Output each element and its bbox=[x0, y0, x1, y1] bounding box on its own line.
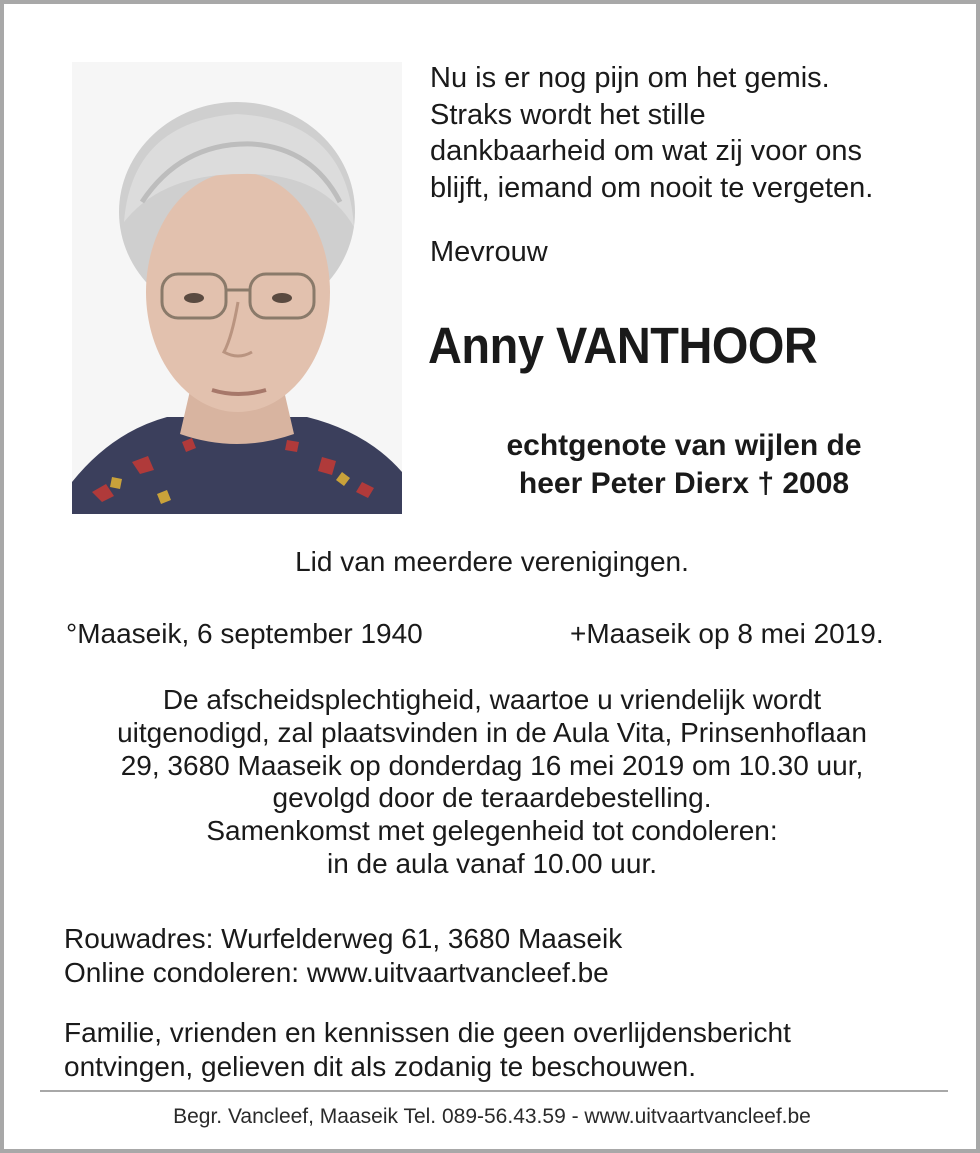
portrait-image bbox=[72, 62, 402, 514]
poem-line: dankbaarheid om wat zij voor ons bbox=[430, 135, 863, 167]
ceremony-line: De afscheidsplechtigheid, waartoe u vriendelijk wordt bbox=[162, 684, 822, 715]
poem-line: blijft, iemand om nooit te vergeten. bbox=[430, 171, 874, 204]
poem-line: Straks wordt het stille bbox=[430, 98, 706, 131]
birth-info: °Maaseik, 6 september 1940 bbox=[66, 618, 423, 649]
deceased-name: Anny VANTHOOR bbox=[428, 317, 818, 374]
poem bbox=[430, 60, 950, 206]
spouse-line: heer Peter Dierx † 2008 bbox=[518, 467, 850, 500]
spouse-info bbox=[424, 427, 944, 503]
funeral-home-footer: Begr. Vancleef, Maaseik Tel. 089-56.43.59 - www.uitvaartvancleef.be bbox=[173, 1105, 811, 1128]
notice-line: ontvingen, gelieven dit als zodanig te beschouwen. bbox=[64, 1051, 696, 1082]
ceremony-line: 29, 3680 Maaseik op donderdag 16 mei 2019 om 10.30 uur, bbox=[120, 749, 864, 781]
mourning-address: Rouwadres: Wurfelderweg 61, 3680 Maaseik bbox=[64, 923, 623, 954]
spouse-line: echtgenote van wijlen de bbox=[506, 429, 862, 462]
ceremony-details bbox=[4, 684, 980, 881]
portrait-photo bbox=[72, 62, 402, 514]
poem-line: Nu is er nog pijn om het gemis. bbox=[430, 62, 830, 94]
family-notice bbox=[64, 1016, 791, 1084]
ceremony-line: uitgenodigd, zal plaatsvinden in de Aula Vita, Prinsenhoflaan bbox=[117, 716, 867, 748]
death-info: +Maaseik op 8 mei 2019. bbox=[570, 618, 884, 649]
salutation: Mevrouw bbox=[430, 236, 548, 268]
footer-divider bbox=[40, 1090, 948, 1092]
contact-info bbox=[64, 922, 622, 990]
notice-line: Familie, vrienden en kennissen die geen overlijdensbericht bbox=[64, 1017, 791, 1048]
ceremony-line: Samenkomst met gelegenheid tot condoleren: bbox=[206, 815, 778, 847]
membership: Lid van meerdere verenigingen. bbox=[295, 546, 689, 577]
online-condolence: Online condoleren: www.uitvaartvancleef.be bbox=[64, 957, 609, 988]
ceremony-line: gevolgd door de teraardebestelling. bbox=[272, 782, 712, 814]
ceremony-line: in de aula vanaf 10.00 uur. bbox=[326, 847, 658, 879]
